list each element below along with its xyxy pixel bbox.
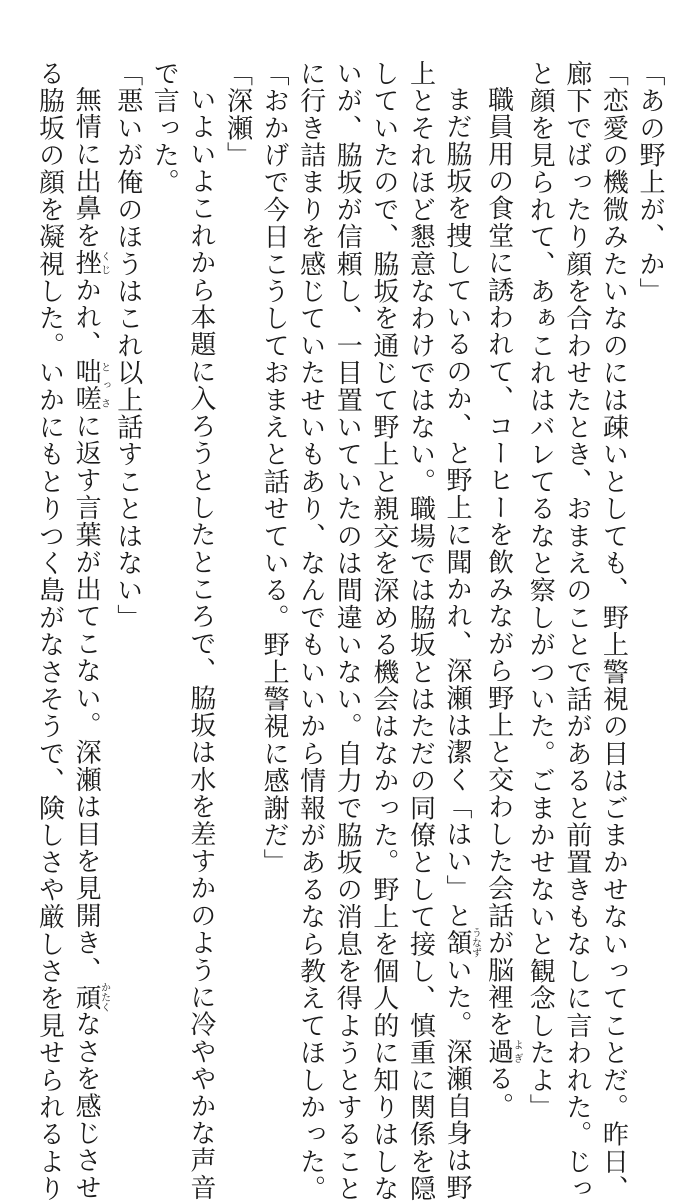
text-line: 上とそれほど懇意なわけではない。職場では脇坂とはただの同僚として接し、慎重に関係を隠 [405,60,436,1202]
vertical-text-body [23,60,668,1202]
text-line: 「あの野上が、か」 [635,60,665,305]
text-line: 「深瀬」 [222,60,253,169]
text-line: していたので、脇坂を通じて野上と親交を深める機会はなかった。野上を個人的に知りはしな [368,60,399,1202]
text-line: 無情に出鼻を挫くじかれ、咄嗟とっさに返す言葉が出てこない。深瀬は目を見開き、頑かたくなさを感じさせ [71,86,110,1202]
text-line: る脇坂の顔を凝視した。いかにもとりつく島がなさそうで、険しさや厳しさを見せられるより [34,60,65,1202]
text-line: いが、脇坂が信頼し、一目置いていたのは間違いない。自力で脇坂の消息を得ようとすること [332,60,363,1202]
text-line: 廊下でばったり顔を合わせたとき、おまえのことで話があると前置きもなしに言われた。じっ [561,60,592,1202]
text-line: 職員用の食堂に誘われて、コーヒーを飲みながら野上と交わした会話が脳裡を過よぎる。 [483,86,523,1120]
text-line: いよいよこれから本題に入ろうとしたところで、脇坂は水を差すかのように冷ややかな声音 [185,86,216,1202]
text-line: 「恋愛の機微みたいなのには疎いとしても、野上警視の目はごまかせないってことだ。昨日、 [598,60,629,1202]
text-line: で言った。 [149,60,180,196]
text-line: 「悪いが俺のほうはこれ以上話すことはない」 [112,60,143,632]
text-line: 「おかげで今日こうしておまえと話せている。野上警視に感謝だ」 [259,60,290,876]
text-line: に行き詰まりを感じていたせいもあり、なんでもいいから情報があるなら教えてほしかった。 [295,60,326,1202]
text-line: まだ脇坂を捜しているのか、と野上に聞かれ、深瀬は潔く「はい」と頷うなずいた。深瀬自身は野 [442,86,481,1202]
text-line: と顔を見られて、あぁこれはバレてるなと察しがついた。ごまかせないと観念したよ」 [525,60,556,1121]
